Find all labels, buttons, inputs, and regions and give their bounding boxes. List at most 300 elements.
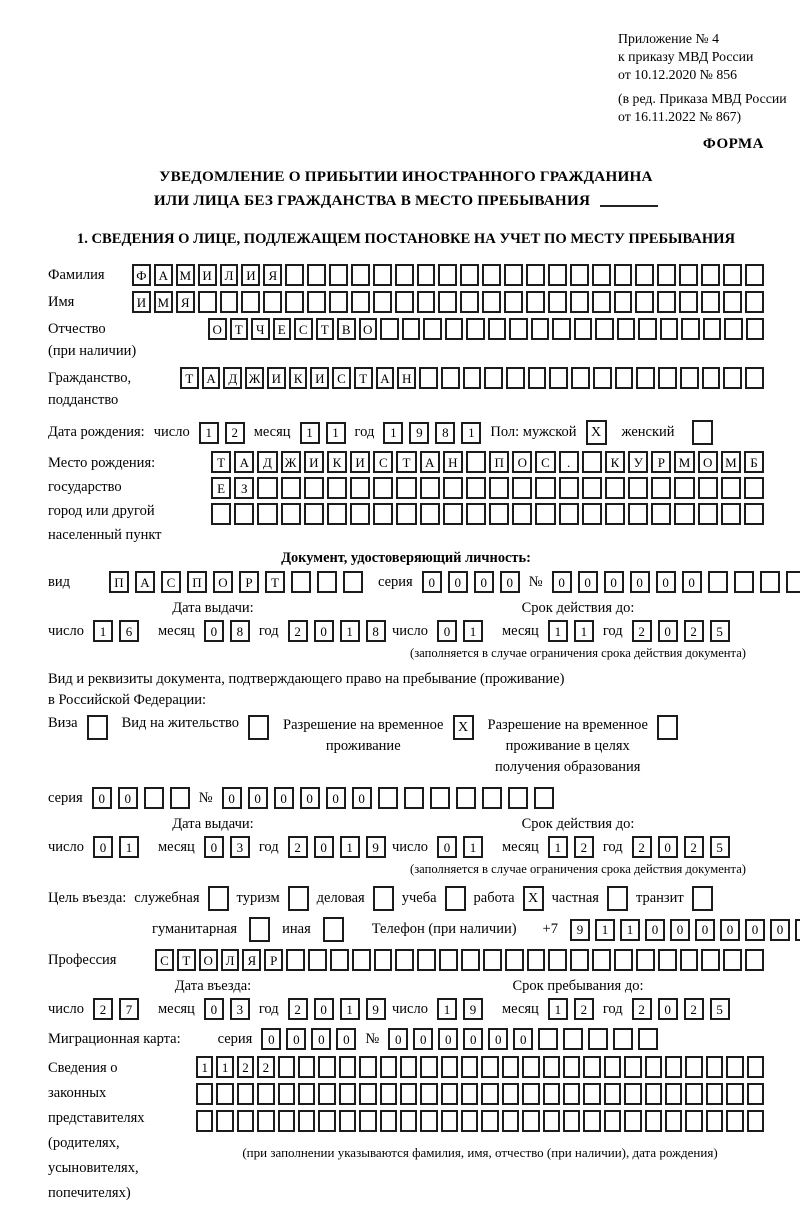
form-cell: 0 — [300, 787, 320, 809]
form-cell: 2 — [684, 998, 704, 1020]
form-cell — [617, 318, 636, 340]
form-cell: 0 — [118, 787, 138, 809]
identity-valid-note: (заполняется в случае ограничения срока действия документа) — [410, 646, 746, 660]
form-cell — [638, 318, 657, 340]
entry-year-label: год — [258, 1000, 279, 1017]
stay-year-cells — [632, 998, 730, 1020]
form-cell: И — [310, 367, 329, 389]
purpose-other-label: иная — [282, 921, 311, 937]
representatives-label-line2: законных — [48, 1085, 107, 1101]
form-cell — [285, 291, 304, 313]
form-cell — [746, 318, 765, 340]
form-cell: И — [132, 291, 151, 313]
form-cell: 2 — [684, 836, 704, 858]
form-title-line2-text: ИЛИ ЛИЦА БЕЗ ГРАЖДАНСТВА В МЕСТО ПРЕБЫВАНИЯ — [153, 192, 591, 209]
birth-month-label: месяц — [253, 424, 291, 440]
form-cell — [604, 1083, 621, 1105]
form-cell: О — [512, 451, 532, 473]
form-cell: Т — [354, 367, 373, 389]
form-cell — [482, 264, 501, 286]
patronymic-label — [48, 318, 208, 362]
option-temp-residence-education-label — [488, 715, 648, 778]
form-cell: 6 — [119, 620, 139, 642]
option-temp-residence-education-label-line1: Разрешение на временное — [487, 717, 648, 733]
form-title-line2 — [48, 189, 764, 213]
form-cell: 2 — [574, 836, 594, 858]
form-cell — [281, 503, 301, 525]
form-cell — [582, 503, 602, 525]
option-temp-residence-checkbox: X — [453, 715, 474, 740]
form-cell — [745, 949, 764, 971]
form-cell — [237, 1110, 254, 1132]
form-cell — [698, 477, 718, 499]
form-cell: 9 — [409, 422, 429, 444]
firstname-label: Имя — [48, 294, 75, 310]
form-cell: Т — [396, 451, 416, 473]
form-cell: Р — [264, 949, 283, 971]
form-cell: П — [109, 571, 129, 593]
identity-type-label: вид — [48, 573, 70, 590]
residence-issue-year-cells — [288, 836, 386, 858]
form-cell: 0 — [670, 919, 690, 941]
option-temp-residence-education-label-line3: получения образования — [495, 759, 641, 775]
profession-label: Профессия — [48, 951, 117, 968]
form-cell — [420, 1110, 437, 1132]
residence-valid-group — [392, 815, 764, 877]
form-cell: 0 — [463, 1028, 483, 1050]
birth-day-label: число — [153, 424, 190, 440]
residence-doc-intro-line2: в Российской Федерации: — [48, 692, 207, 708]
form-cell: 0 — [695, 919, 715, 941]
form-cell: 1 — [199, 422, 219, 444]
form-cell — [604, 1110, 621, 1132]
form-cell — [680, 949, 699, 971]
form-cell — [563, 1083, 580, 1105]
form-cell — [481, 1083, 498, 1105]
form-cell — [420, 503, 440, 525]
residence-issue-heading: Дата выдачи: — [172, 816, 254, 832]
form-cell: 0 — [474, 571, 494, 593]
form-cell — [658, 367, 677, 389]
form-cell — [726, 1083, 743, 1105]
form-cell: 1 — [620, 919, 640, 941]
form-cell — [298, 1083, 315, 1105]
form-cell — [441, 1056, 458, 1078]
stay-day-label: число — [392, 1000, 428, 1017]
form-cell — [380, 1083, 397, 1105]
residence-valid-year-label: год — [602, 838, 623, 855]
form-cell: 1 — [463, 836, 483, 858]
form-cell — [512, 503, 532, 525]
form-cell: Т — [211, 451, 231, 473]
identity-valid-month-cells — [548, 620, 594, 642]
form-cell — [570, 264, 589, 286]
form-cell: 1 — [548, 836, 568, 858]
form-cell — [522, 1110, 539, 1132]
form-cell: И — [304, 451, 324, 473]
form-cell — [703, 318, 722, 340]
form-cell — [317, 571, 337, 593]
form-cell: 1 — [93, 620, 113, 642]
form-cell — [461, 1056, 478, 1078]
form-cell — [708, 571, 728, 593]
form-cell: 2 — [632, 998, 652, 1020]
purpose-tourism-checkbox — [288, 886, 309, 911]
form-cell: Н — [443, 451, 463, 473]
form-cell — [563, 1056, 580, 1078]
gender-female-label: женский — [621, 424, 675, 440]
purpose-humanitarian-checkbox — [249, 917, 270, 942]
form-cell — [571, 367, 590, 389]
form-cell: П — [489, 451, 509, 473]
birth-place-rows — [211, 451, 764, 525]
purpose-tourism-label: туризм — [236, 890, 280, 906]
form-cell: 0 — [645, 919, 665, 941]
form-cell — [605, 503, 625, 525]
identity-issue-heading: Дата выдачи: — [172, 600, 254, 616]
form-cell — [538, 1028, 558, 1050]
form-cell — [747, 1110, 764, 1132]
form-cell: Т — [265, 571, 285, 593]
form-cell: К — [289, 367, 308, 389]
form-cell — [760, 571, 780, 593]
form-cell — [443, 503, 463, 525]
form-cell — [441, 1083, 458, 1105]
identity-series-label: серия — [378, 573, 413, 590]
form-cell — [307, 291, 326, 313]
residence-valid-heading: Срок действия до: — [521, 816, 635, 832]
form-cell — [380, 1110, 397, 1132]
form-cell: М — [721, 451, 741, 473]
form-cell: С — [294, 318, 313, 340]
form-cell: Е — [273, 318, 292, 340]
form-cell: А — [135, 571, 155, 593]
form-cell: 1 — [548, 620, 568, 642]
form-cell — [502, 1056, 519, 1078]
form-cell — [543, 1110, 560, 1132]
form-cell — [726, 1056, 743, 1078]
identity-valid-year-label: год — [602, 622, 623, 639]
stay-until-group — [392, 977, 764, 1020]
form-cell: 0 — [437, 620, 457, 642]
form-cell — [489, 477, 509, 499]
form-cell — [351, 291, 370, 313]
form-cell — [343, 571, 363, 593]
form-cell — [747, 1056, 764, 1078]
form-cell: 0 — [770, 919, 790, 941]
form-cell: Л — [221, 949, 240, 971]
form-cell — [660, 318, 679, 340]
form-cell — [460, 264, 479, 286]
migration-number-cells — [388, 1028, 658, 1050]
form-cell: 2 — [237, 1056, 254, 1078]
form-cell: И — [350, 451, 370, 473]
form-cell — [665, 1056, 682, 1078]
form-cell: 2 — [225, 422, 245, 444]
form-cell — [563, 1110, 580, 1132]
form-cell — [234, 503, 254, 525]
form-cell — [582, 451, 602, 473]
birth-place-label-line3: город или другой — [48, 503, 155, 519]
form-cell — [744, 477, 764, 499]
form-cell: Ч — [251, 318, 270, 340]
form-cell — [404, 787, 424, 809]
identity-valid-heading: Срок действия до: — [521, 600, 635, 616]
form-cell — [674, 477, 694, 499]
form-cell — [624, 1110, 641, 1132]
residence-series-label: серия — [48, 789, 83, 806]
form-cell — [706, 1083, 723, 1105]
form-cell — [614, 264, 633, 286]
form-cell: 2 — [288, 620, 308, 642]
form-cell — [645, 1110, 662, 1132]
appendix-line-2: к приказу МВД России — [618, 49, 754, 64]
form-cell — [747, 1083, 764, 1105]
form-cell: 7 — [119, 998, 139, 1020]
form-cell — [734, 571, 754, 593]
form-cell — [665, 1083, 682, 1105]
purpose-study-checkbox — [445, 886, 466, 911]
form-cell: 0 — [311, 1028, 331, 1050]
form-cell — [645, 1083, 662, 1105]
form-cell: А — [234, 451, 254, 473]
form-cell — [786, 571, 800, 593]
form-cell — [481, 1056, 498, 1078]
birth-place-block — [48, 451, 764, 547]
entry-month-cells — [204, 998, 250, 1020]
form-cell — [241, 291, 260, 313]
entry-date-heading: Дата въезда: — [174, 978, 252, 994]
form-cell — [583, 1083, 600, 1105]
form-cell — [674, 503, 694, 525]
form-cell — [638, 1028, 658, 1050]
form-cell: А — [376, 367, 395, 389]
form-cell: А — [420, 451, 440, 473]
form-cell: К — [605, 451, 625, 473]
option-temp-residence-label-line1: Разрешение на временное — [283, 717, 444, 733]
surname-label: Фамилия — [48, 267, 105, 283]
form-cell — [339, 1110, 356, 1132]
section1-heading: 1. СВЕДЕНИЯ О ЛИЦЕ, ПОДЛЕЖАЩЕМ ПОСТАНОВКЕ НА УЧЕТ ПО МЕСТУ ПРЕБЫВАНИЯ — [76, 231, 736, 247]
form-cell — [795, 919, 800, 941]
identity-valid-year-cells — [632, 620, 730, 642]
identity-issue-day-label: число — [48, 622, 84, 639]
identity-valid-month-label: месяц — [501, 622, 539, 639]
form-cell: С — [155, 949, 174, 971]
form-cell: 8 — [230, 620, 250, 642]
option-temp-residence-label-line2: проживание — [325, 738, 401, 754]
form-cell: 0 — [630, 571, 650, 593]
form-cell — [509, 318, 528, 340]
form-cell — [378, 787, 398, 809]
form-cell — [373, 291, 392, 313]
form-cell — [592, 264, 611, 286]
patronymic-label-line2: (при наличии) — [48, 343, 137, 359]
birth-place-cells-row2 — [211, 477, 764, 499]
appendix-block — [618, 30, 800, 126]
form-cell — [281, 477, 301, 499]
form-cell: Р — [239, 571, 259, 593]
form-cell: 0 — [204, 620, 224, 642]
entry-date-group — [48, 977, 378, 1020]
identity-issue-group — [48, 599, 378, 661]
form-cell — [318, 1083, 335, 1105]
form-cell — [723, 291, 742, 313]
form-cell: 5 — [710, 836, 730, 858]
form-cell — [359, 1110, 376, 1132]
entry-dates-block — [48, 977, 764, 1020]
form-cell — [329, 291, 348, 313]
form-cell: 2 — [288, 836, 308, 858]
form-cell — [463, 367, 482, 389]
form-cell — [526, 264, 545, 286]
residence-doc-dates-block — [48, 815, 764, 877]
form-cell: 2 — [288, 998, 308, 1020]
form-cell — [327, 503, 347, 525]
residence-valid-note: (заполняется в случае ограничения срока действия документа) — [410, 862, 746, 876]
citizenship-label-line2: подданство — [48, 392, 119, 408]
form-cell: 0 — [658, 998, 678, 1020]
form-cell: 9 — [366, 836, 386, 858]
form-cell — [522, 1056, 539, 1078]
form-cell: И — [198, 264, 217, 286]
form-cell — [430, 787, 450, 809]
form-cell: В — [337, 318, 356, 340]
birth-day-cells — [199, 422, 245, 444]
identity-number-label: № — [528, 573, 543, 590]
form-cell — [657, 291, 676, 313]
form-cell: 0 — [261, 1028, 281, 1050]
form-cell: 0 — [422, 571, 442, 593]
form-cell — [744, 503, 764, 525]
form-cell: 0 — [336, 1028, 356, 1050]
form-cell: Е — [211, 477, 231, 499]
form-cell — [685, 1110, 702, 1132]
title-underline — [600, 205, 658, 207]
firstname-cells — [132, 291, 764, 313]
form-cell — [723, 367, 742, 389]
residence-valid-day-label: число — [392, 838, 428, 855]
form-cell — [482, 291, 501, 313]
form-cell: 5 — [710, 620, 730, 642]
form-cell — [665, 1110, 682, 1132]
form-cell — [380, 318, 399, 340]
form-cell: 2 — [684, 620, 704, 642]
form-cell: 9 — [463, 998, 483, 1020]
profession-cells — [155, 949, 764, 971]
form-cell: 0 — [656, 571, 676, 593]
form-cell — [439, 949, 458, 971]
form-cell: 0 — [658, 620, 678, 642]
form-cell — [745, 264, 764, 286]
form-cell: Я — [242, 949, 261, 971]
form-cell — [417, 291, 436, 313]
purpose-business-checkbox — [373, 886, 394, 911]
form-cell: Д — [257, 451, 277, 473]
form-cell — [685, 1083, 702, 1105]
form-cell: Ж — [245, 367, 264, 389]
form-cell: . — [559, 451, 579, 473]
form-cell: 0 — [248, 787, 268, 809]
form-cell: Р — [651, 451, 671, 473]
representatives-label-line5: усыновителях, — [48, 1160, 139, 1176]
revision-line-1: (в ред. Приказа МВД России — [618, 91, 787, 106]
form-cell — [481, 1110, 498, 1132]
form-cell — [504, 291, 523, 313]
form-cell: 1 — [340, 836, 360, 858]
form-cell: 0 — [513, 1028, 533, 1050]
form-cell — [628, 503, 648, 525]
form-cell: 1 — [340, 620, 360, 642]
representatives-label-line4: (родителях, — [48, 1135, 120, 1151]
form-cell — [508, 787, 528, 809]
form-cell: П — [187, 571, 207, 593]
form-cell — [461, 949, 480, 971]
form-cell — [257, 503, 277, 525]
form-cell: Т — [230, 318, 249, 340]
stay-year-label: год — [602, 1000, 623, 1017]
form-cell — [330, 949, 349, 971]
citizenship-row — [48, 367, 764, 411]
form-cell — [304, 477, 324, 499]
form-cell: 0 — [204, 998, 224, 1020]
phone-label: Телефон (при наличии) — [371, 921, 517, 937]
form-cell — [417, 264, 436, 286]
purpose-other-checkbox — [323, 917, 344, 942]
identity-number-cells — [552, 571, 800, 593]
option-visa-label: Виза — [48, 715, 78, 731]
form-cell: Л — [220, 264, 239, 286]
birth-place-label — [48, 451, 211, 547]
form-cell: 0 — [604, 571, 624, 593]
surname-cells — [132, 264, 764, 286]
form-cell — [352, 949, 371, 971]
form-cell — [526, 291, 545, 313]
form-cell — [318, 1056, 335, 1078]
form-cell — [548, 949, 567, 971]
identity-doc-type-row — [48, 571, 764, 593]
form-cell — [278, 1056, 295, 1078]
form-cell — [657, 264, 676, 286]
form-cell — [543, 1083, 560, 1105]
form-cell — [351, 264, 370, 286]
purpose-humanitarian-label: гуманитарная — [152, 921, 238, 937]
migration-series-label: серия — [217, 1030, 253, 1047]
gender-female-checkbox — [692, 420, 713, 445]
visit-purpose-row1 — [48, 886, 764, 911]
residence-series-cells — [92, 787, 190, 809]
form-cell — [257, 1110, 274, 1132]
option-visa — [48, 715, 108, 740]
patronymic-cells — [208, 318, 764, 340]
form-cell: 0 — [500, 571, 520, 593]
form-cell: 0 — [314, 836, 334, 858]
visit-purpose-row2 — [152, 917, 784, 942]
phone-cells — [570, 919, 800, 941]
identity-issue-month-cells — [204, 620, 250, 642]
form-cell — [445, 318, 464, 340]
residence-valid-month-label: месяц — [501, 838, 539, 855]
form-cell — [679, 291, 698, 313]
representatives-block — [48, 1056, 764, 1206]
form-cell: 0 — [314, 998, 334, 1020]
form-cell — [359, 1056, 376, 1078]
form-cell — [593, 367, 612, 389]
form-cell — [196, 1083, 213, 1105]
form-cell — [144, 787, 164, 809]
option-temp-residence — [283, 715, 473, 757]
form-cell — [614, 949, 633, 971]
